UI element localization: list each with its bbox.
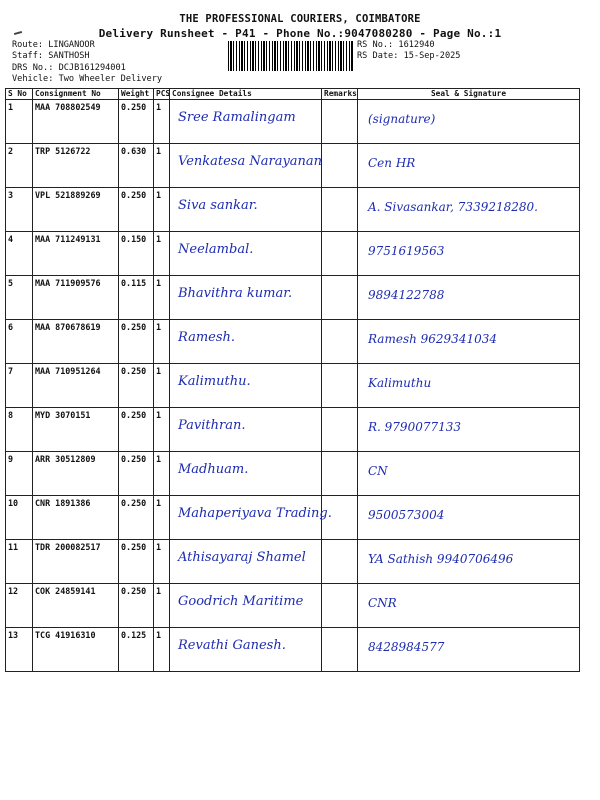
cell-consignee (170, 540, 322, 584)
cell-signature (358, 540, 580, 584)
table-row (6, 364, 580, 408)
consignee-handwriting: Pavithran. (178, 418, 246, 433)
cell-remarks (322, 540, 358, 584)
cell-signature (358, 628, 580, 672)
cell-pcs: 1 (154, 408, 170, 452)
cell-pcs: 1 (154, 364, 170, 408)
cell-consignee (170, 408, 322, 452)
cell-weight: 0.250 (119, 364, 154, 408)
cell-signature (358, 452, 580, 496)
barcode-icon (228, 41, 353, 71)
cell-sno: 5 (6, 276, 33, 320)
signature-handwriting: 9894122788 (368, 288, 445, 302)
col-header-signature: Seal & Signature (358, 89, 580, 100)
col-header-weight: Weight (119, 89, 154, 100)
signature-handwriting: A. Sivasankar, 7339218280. (368, 200, 538, 214)
cell-pcs: 1 (154, 232, 170, 276)
table-row (6, 320, 580, 364)
cell-consignment: COK 24859141 (33, 584, 119, 628)
signature-handwriting: Cen HR (368, 156, 416, 170)
signature-handwriting: Ramesh 9629341034 (368, 332, 497, 346)
cell-sno: 2 (6, 144, 33, 188)
cell-signature (358, 364, 580, 408)
cell-consignee (170, 232, 322, 276)
cell-consignment: TCG 41916310 (33, 628, 119, 672)
cell-remarks (322, 188, 358, 232)
col-header-sno: S No (6, 89, 33, 100)
cell-signature (358, 584, 580, 628)
cell-weight: 0.150 (119, 232, 154, 276)
cell-remarks (322, 276, 358, 320)
cell-weight: 0.250 (119, 408, 154, 452)
signature-handwriting: 9500573004 (368, 508, 445, 522)
cell-consignee (170, 496, 332, 540)
consignee-handwriting: Neelambal. (178, 242, 254, 257)
signature-handwriting: 9751619563 (368, 244, 445, 258)
cell-consignment: MAA 711249131 (33, 232, 119, 276)
cell-pcs: 1 (154, 320, 170, 364)
cell-consignment: VPL 521889269 (33, 188, 119, 232)
cell-pcs: 1 (154, 584, 170, 628)
signature-handwriting: CN (368, 464, 388, 478)
cell-consignment: MAA 708802549 (33, 100, 119, 144)
cell-consignee (170, 584, 322, 628)
consignee-handwriting: Ramesh. (178, 330, 236, 345)
cell-consignment: MAA 711909576 (33, 276, 119, 320)
cell-pcs: 1 (154, 144, 170, 188)
cell-weight: 0.250 (119, 452, 154, 496)
cell-signature (358, 320, 580, 364)
runsheet-subtitle: Delivery Runsheet - P41 - Phone No.:9047080280 - Page No.:1 (98, 27, 502, 40)
cell-remarks (322, 364, 358, 408)
cell-consignee (170, 276, 322, 320)
consignee-handwriting: Madhuam. (178, 462, 249, 477)
rs-date: RS Date: 15-Sep-2025 (357, 51, 461, 61)
vehicle-label: Vehicle: Two Wheeler Delivery (12, 74, 163, 84)
cell-sno: 10 (6, 496, 33, 540)
col-header-consignment: Consignment No (33, 89, 119, 100)
cell-remarks (322, 232, 358, 276)
table-row (6, 276, 580, 320)
cell-signature (358, 496, 580, 540)
cell-consignment: TDR 200082517 (33, 540, 119, 584)
cell-weight: 0.250 (119, 188, 154, 232)
cell-remarks (322, 144, 358, 188)
drs-number: DRS No.: DCJB161294001 (12, 63, 126, 73)
cell-consignment: CNR 1891386 (33, 496, 119, 540)
cell-weight: 0.630 (119, 144, 154, 188)
cell-remarks (322, 320, 358, 364)
cell-consignment: ARR 30512809 (33, 452, 119, 496)
table-row (6, 452, 580, 496)
route-label: Route: LINGANOOR (12, 40, 95, 50)
table-row (6, 232, 580, 276)
consignee-handwriting: Revathi Ganesh. (178, 638, 286, 653)
table-row (6, 628, 580, 672)
cell-pcs: 1 (154, 540, 170, 584)
cell-weight: 0.250 (119, 320, 154, 364)
cell-consignment: MAA 870678619 (33, 320, 119, 364)
cell-sno: 7 (6, 364, 33, 408)
col-header-remarks: Remarks (322, 89, 358, 100)
cell-remarks (322, 408, 358, 452)
cell-consignee (170, 144, 322, 188)
cell-weight: 0.115 (119, 276, 154, 320)
col-header-consignee: Consignee Details (170, 89, 322, 100)
rs-number: RS No.: 1612940 (357, 40, 435, 50)
cell-consignee (170, 188, 322, 232)
staff-label: Staff: SANTHOSH (12, 51, 90, 61)
cell-signature (358, 188, 580, 232)
consignee-handwriting: Bhavithra kumar. (178, 286, 293, 301)
cell-consignment: MYD 3070151 (33, 408, 119, 452)
consignee-handwriting: Goodrich Maritime (178, 594, 304, 609)
cell-sno: 13 (6, 628, 33, 672)
cell-signature (358, 144, 580, 188)
signature-handwriting: 8428984577 (368, 640, 445, 654)
table-header-row (6, 89, 580, 100)
cell-sno: 8 (6, 408, 33, 452)
cell-pcs: 1 (154, 188, 170, 232)
cell-pcs: 1 (154, 628, 170, 672)
cell-sno: 6 (6, 320, 33, 364)
cell-sno: 1 (6, 100, 33, 144)
cell-remarks (322, 452, 358, 496)
cell-weight: 0.125 (119, 628, 154, 672)
cell-weight: 0.250 (119, 100, 154, 144)
cell-consignment: MAA 710951264 (33, 364, 119, 408)
cell-sno: 4 (6, 232, 33, 276)
cell-consignee (170, 100, 322, 144)
cell-signature (358, 276, 580, 320)
cell-sno: 12 (6, 584, 33, 628)
signature-handwriting: R. 9790077133 (368, 420, 462, 434)
runsheet-table (5, 88, 580, 672)
table-row (6, 100, 580, 144)
cell-consignee (170, 364, 322, 408)
table-row (6, 584, 580, 628)
cell-signature (358, 232, 580, 276)
cell-consignee (170, 452, 322, 496)
cell-consignment: TRP 5126722 (33, 144, 119, 188)
cell-sno: 11 (6, 540, 33, 584)
cell-pcs: 1 (154, 496, 170, 540)
consignee-handwriting: Kalimuthu. (178, 374, 251, 389)
cell-sno: 9 (6, 452, 33, 496)
signature-handwriting: Kalimuthu (368, 376, 432, 390)
consignee-handwriting: Athisayaraj Shamel (178, 550, 306, 565)
cell-consignee (170, 320, 322, 364)
cell-pcs: 1 (154, 100, 170, 144)
cell-weight: 0.250 (119, 584, 154, 628)
cell-consignee (170, 628, 322, 672)
consignee-handwriting: Siva sankar. (178, 198, 258, 213)
signature-handwriting: CNR (368, 596, 397, 610)
cell-pcs: 1 (154, 452, 170, 496)
col-header-pcs: PCS (154, 89, 170, 100)
cell-remarks (322, 584, 358, 628)
cell-remarks (322, 100, 358, 144)
cell-weight: 0.250 (119, 496, 154, 540)
table-row (6, 540, 580, 584)
table-row (6, 188, 580, 232)
cell-signature (358, 100, 580, 144)
company-title: THE PROFESSIONAL COURIERS, COIMBATORE (179, 13, 421, 25)
cell-sno: 3 (6, 188, 33, 232)
signature-handwriting: YA Sathish 9940706496 (368, 552, 514, 566)
consignee-handwriting: Mahaperiyava Trading. (178, 506, 332, 521)
table-row (6, 408, 580, 452)
consignee-handwriting: Sree Ramalingam (178, 110, 296, 125)
cell-remarks (322, 628, 358, 672)
table-row (6, 496, 580, 540)
cell-signature (358, 408, 580, 452)
signature-handwriting: (signature) (368, 112, 436, 126)
cell-weight: 0.250 (119, 540, 154, 584)
table-row (6, 144, 580, 188)
cell-pcs: 1 (154, 276, 170, 320)
consignee-handwriting: Venkatesa Narayanan (178, 154, 323, 169)
